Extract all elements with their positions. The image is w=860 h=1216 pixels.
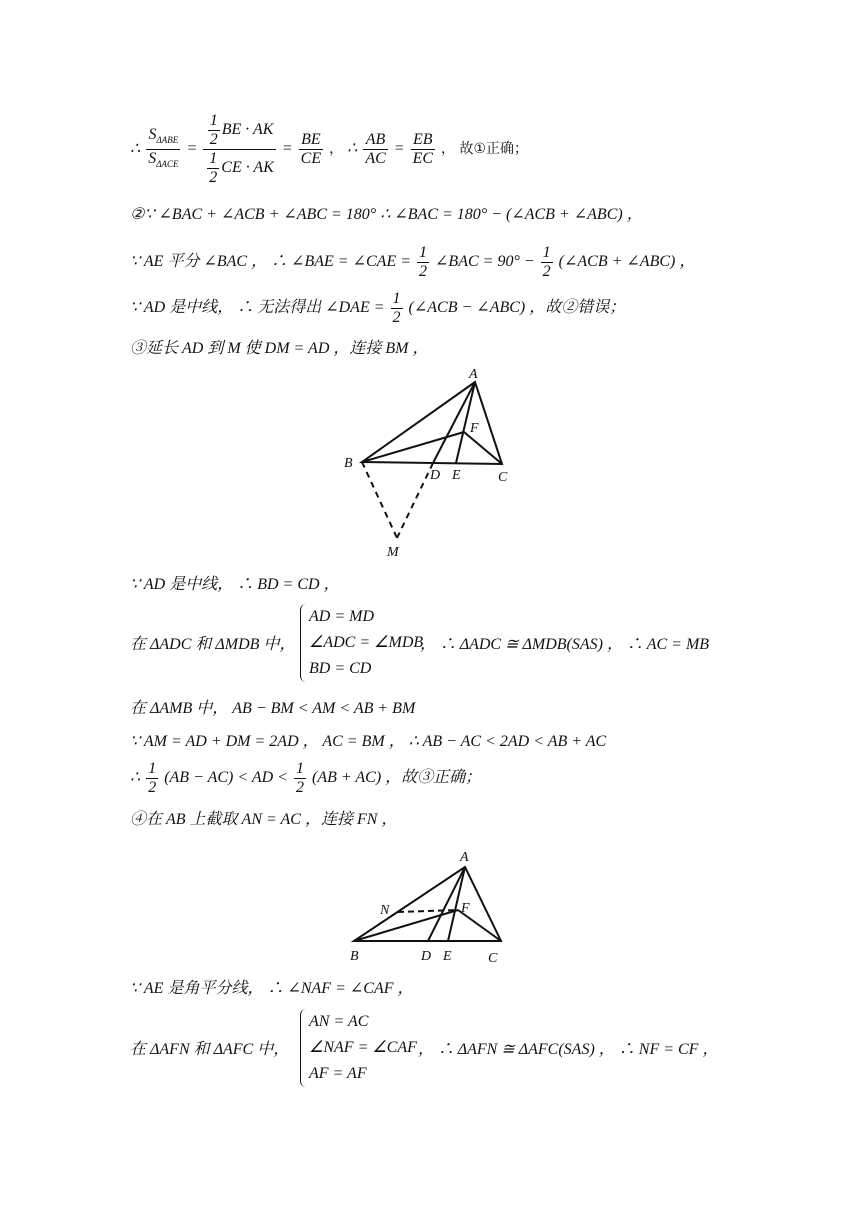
label-b: B	[350, 949, 359, 964]
congruence1-post: ， ∴ ΔADC ≅ ΔMDB(SAS) ， ∴ AC = MB	[420, 636, 710, 653]
label-b: B	[344, 456, 353, 471]
subscript-abe: ΔABE	[156, 135, 179, 145]
bisector-text-c: (∠ACB + ∠ABC) ，	[558, 253, 696, 271]
label-d: D	[421, 949, 432, 964]
s-symbol: S	[148, 150, 157, 167]
area-fraction	[146, 126, 180, 173]
label-e: E	[452, 468, 461, 483]
step4-intro: ④在 AB 上截取 AN = AC ，连接 FN ，	[130, 811, 398, 828]
sys2-row2: ∠NAF = ∠CAF	[309, 1039, 417, 1056]
figure-triangle-n	[340, 845, 520, 970]
congruence1-pre: 在 ΔADC 和 ΔMDB 中，	[130, 636, 296, 653]
sys1-row2: ∠ADC = ∠MDB	[309, 634, 424, 651]
label-d: D	[430, 468, 441, 483]
congruence2-post: ， ∴ ΔAFN ≅ ΔAFC(SAS) ， ∴ NF = CF ，	[418, 1041, 719, 1058]
equals-sign: =	[281, 140, 293, 158]
subscript-ace: ΔACE	[156, 159, 179, 170]
step3-intro: ③延长 AD 到 M 使 DM = AD ，连接 BM ，	[130, 340, 429, 357]
ab-ac-fraction: $\frac{AB}{AC}$	[365, 131, 386, 167]
s-symbol: S	[148, 125, 157, 143]
step3-conclusion: ∴ $\frac{1}{2}$ (AB − AC) < AD < $\frac{1}{2}$ (AB + AC) ，故③正确；	[130, 760, 482, 796]
label-n: N	[380, 903, 390, 918]
congruence2-pre: 在 ΔAFN 和 ΔAFC 中，	[130, 1041, 290, 1058]
median-text-b: (∠ACB − ∠ABC) ，故②错误；	[408, 299, 626, 317]
angle-sum-line: ②∵ ∠BAC + ∠ACB + ∠ABC = 180° ∴ ∠BAC = 180° − (∠ACB + ∠ABC) ，	[130, 206, 643, 223]
label-a: A	[469, 367, 478, 382]
figure-triangle-m	[330, 362, 530, 562]
half-product-fraction	[203, 112, 276, 187]
label-e: E	[443, 949, 452, 964]
congruence1-system	[300, 604, 423, 682]
label-f: F	[461, 901, 470, 916]
half-num: 1	[209, 150, 218, 167]
conclusion-text: ， 故①正确；	[441, 141, 529, 158]
median-line: ∵ AD 是中线， ∴ 无法得出 ∠DAE = $\frac{1}{2}$ (∠ACB − ∠ABC) ，故②错误；	[130, 290, 626, 326]
eb-ec-fraction: $\frac{EB}{EC}$	[412, 131, 434, 167]
bisector-line: ∵ AE 平分 ∠BAC ， ∴ ∠BAE = ∠CAE = $\frac{1}{2}$ ∠BAC = 90° − $\frac{1}{2}$ (∠ACB + ∠ABC) ，	[130, 244, 696, 280]
midpoint-line: ∵ AD 是中线， ∴ BD = CD ，	[130, 576, 340, 593]
therefore-symbol: ∴	[347, 140, 358, 158]
half-num: 1	[209, 112, 218, 129]
label-f: F	[470, 421, 479, 436]
sys2-row3: AF = AF	[309, 1065, 367, 1082]
sys1-row3: BD = CD	[309, 660, 372, 677]
sys2-row1: AN = AC	[309, 1013, 369, 1030]
sys1-row1: AD = MD	[309, 608, 375, 625]
angle-bisector-line: ∵ AE 是角平分线， ∴ ∠NAF = ∠CAF ，	[130, 980, 414, 997]
label-a: A	[460, 850, 469, 865]
bisector-text-a: ∵ AE 平分 ∠BAC ， ∴ ∠BAE = ∠CAE =	[130, 253, 412, 271]
label-c: C	[498, 470, 508, 485]
congruence2-system	[300, 1009, 417, 1087]
be-ak-text: BE · AK	[221, 121, 274, 139]
inequality-derivation-line: ∵ AM = AD + DM = 2AD ， AC = BM ， ∴ AB − AC < 2AD < AB + AC	[130, 733, 607, 750]
label-c: C	[488, 951, 498, 966]
median-text-a: ∵ AD 是中线， ∴ 无法得出 ∠DAE =	[130, 299, 385, 317]
be-ce-fraction: $\frac{BE}{CE}$	[300, 131, 322, 167]
therefore-symbol: ∴	[130, 140, 141, 158]
half-den: 2	[209, 169, 218, 186]
ce-ak-text: CE · AK	[221, 159, 274, 177]
triangle-inequality-line: 在 ΔAMB 中， AB − BM < AM < AB + BM	[130, 700, 416, 717]
equals-sign: =	[393, 140, 405, 158]
half-den: 2	[209, 131, 218, 148]
label-m: M	[387, 545, 399, 560]
equals-sign: =	[186, 140, 198, 158]
bisector-text-b: ∠BAC = 90° −	[435, 253, 535, 271]
area-ratio-line	[130, 112, 528, 192]
comma: ，	[329, 141, 344, 158]
